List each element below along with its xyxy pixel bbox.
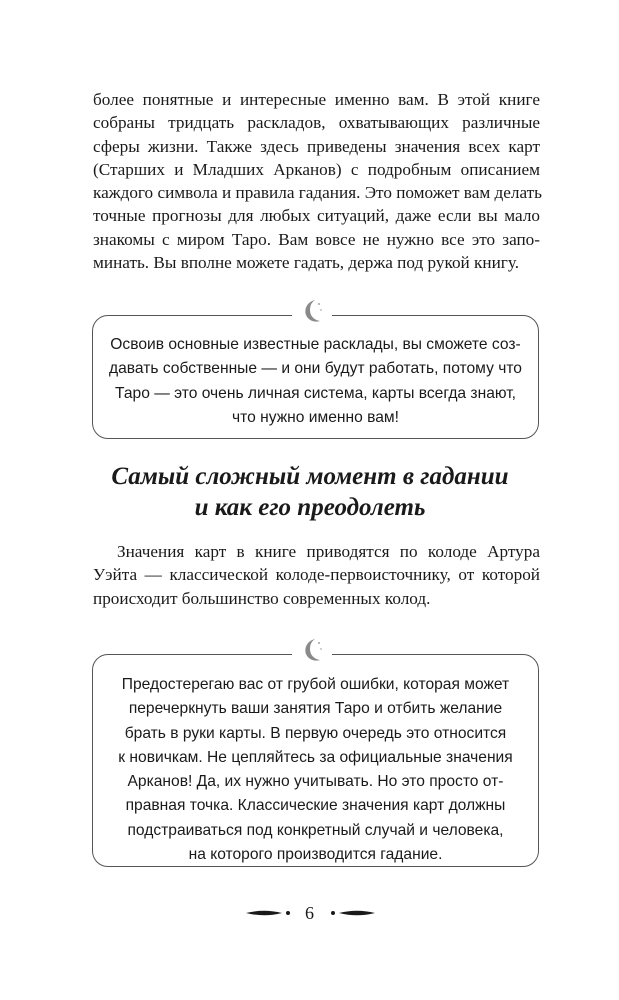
note-line: на которого производится гадание.	[188, 846, 443, 864]
note-line: Арканов! Да, их нужно учитывать. Но это просто от-	[127, 773, 504, 791]
note-text-2	[93, 673, 538, 867]
text-line: Значения карт в книге приводятся по колоде Артура	[117, 542, 540, 561]
text-line: Уэйта — классической колоде-первоисточнику, от которой	[93, 565, 540, 585]
note-text-1	[93, 333, 538, 430]
note-line: Освоив основные известные расклады, вы сможете соз-	[110, 336, 521, 353]
body-paragraph-1	[93, 88, 540, 274]
note-line: давать собственные — и они будут работать, потому что	[109, 360, 522, 378]
page-number: 6	[305, 903, 314, 923]
text-line: происходит большинство современных колод.	[93, 588, 431, 608]
text-line: минать. Вы вполне можете гадать, держа под рукой книгу.	[93, 253, 519, 273]
note-box-2	[92, 654, 539, 867]
section-heading	[60, 461, 560, 523]
crescent-moon-icon	[292, 637, 332, 667]
crescent-moon-icon	[292, 298, 332, 328]
ornament-icon	[329, 899, 377, 932]
text-line: точные прогнозы для любых ситуаций, даже если вы мало	[93, 206, 540, 226]
text-line: (Старших и Младших Арканов) с подробным описанием	[93, 159, 540, 179]
note-line: подстраиваться под конкретный случай и человека,	[127, 821, 504, 839]
note-line: к новичкам. Не цепляйтесь за официальные значения	[118, 748, 513, 766]
body-paragraph-2	[93, 540, 540, 610]
text-line: каждого символа и правила гадания. Это поможет вам делать	[93, 183, 542, 203]
text-line: сферы жизни. Также здесь приведены значения всех карт	[93, 136, 540, 156]
note-line: перечеркнуть ваши занятия Таро и отбить желание	[128, 700, 503, 718]
text-line: собраны тридцать раскладов, охватывающих различные	[93, 113, 540, 133]
page-footer	[0, 899, 619, 927]
note-line: брать в руки карты. В первую очередь это относится	[124, 724, 507, 742]
note-box-1	[92, 315, 539, 439]
heading-line: Самый сложный момент в гадании	[111, 463, 509, 490]
heading-line: и как его преодолеть	[194, 494, 426, 521]
text-line: знакомы с миром Таро. Вам вовсе не нужно все это запо-	[93, 229, 540, 249]
note-line: Таро — это очень личная система, карты всегда знают,	[115, 384, 516, 402]
note-line: что нужно именно вам!	[232, 408, 399, 426]
note-line: Предостерегаю вас от грубой ошибки, которая может	[121, 676, 510, 693]
note-line: правная точка. Классические значения карт должны	[125, 797, 506, 815]
text-line: более понятные и интересные именно вам. В этой книге	[93, 90, 540, 109]
